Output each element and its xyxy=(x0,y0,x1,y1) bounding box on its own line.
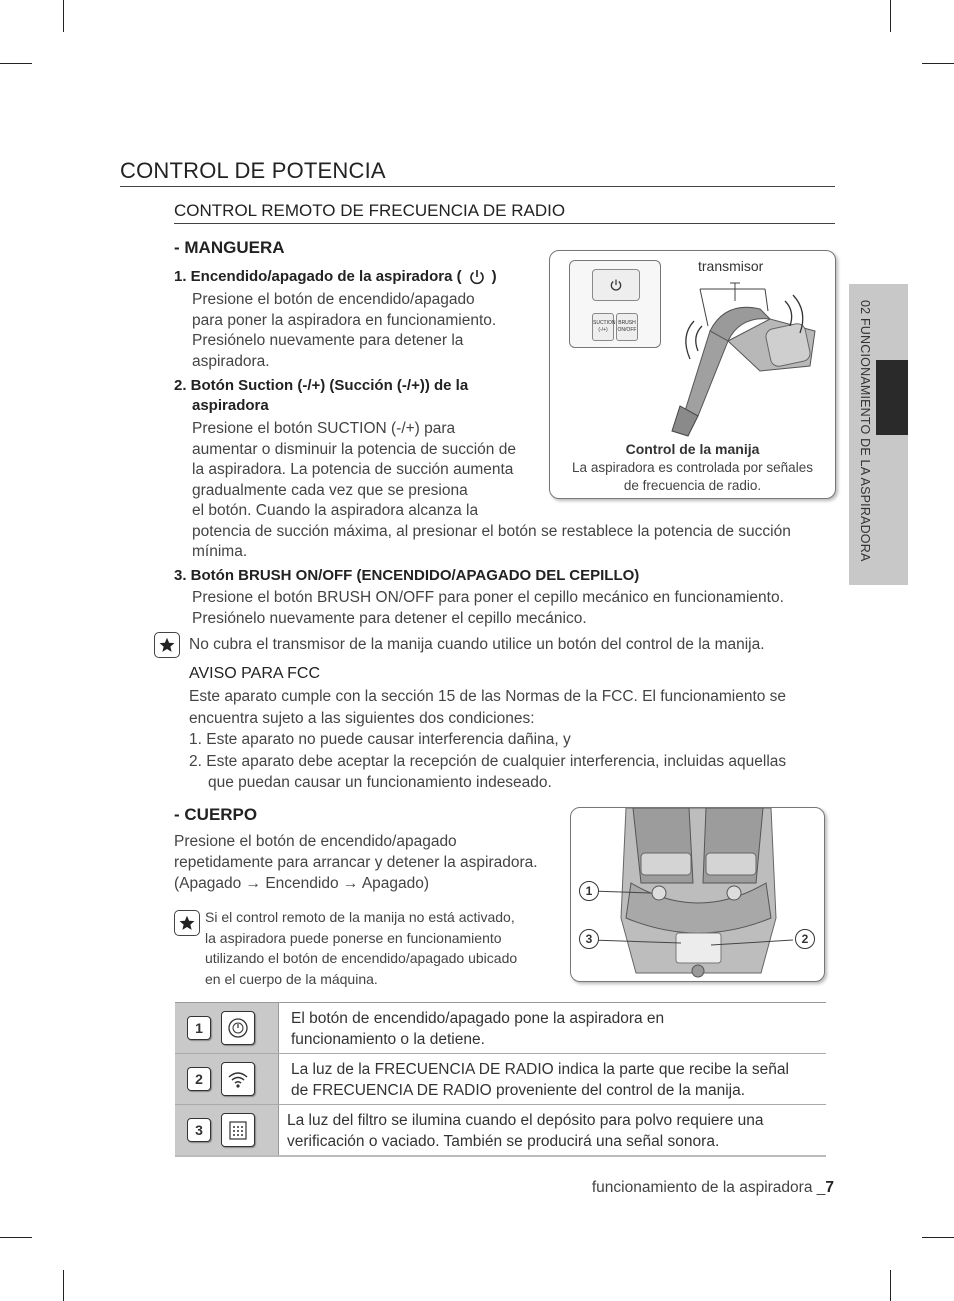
figure-caption xyxy=(550,459,835,495)
item1-title-text: 1. Encendido/apagado de la aspiradora ( xyxy=(174,268,462,285)
text-line: Presione el botón BRUSH ON/OFF para poner el cepillo mecánico en funcionamiento. xyxy=(192,589,784,606)
text-line: verificación o vaciado. También se producirá una señal sonora. xyxy=(287,1132,720,1150)
caption-line: La aspiradora es controlada por señales xyxy=(572,460,813,475)
text-line: La luz del filtro se ilumina cuando el depósito para polvo requiere una xyxy=(287,1112,764,1129)
text-line: repetidamente para arrancar y detener la aspiradora. xyxy=(174,854,538,871)
suction-sub-label: (-/+) xyxy=(598,327,608,333)
row-description xyxy=(279,1105,826,1155)
power-icon xyxy=(466,267,488,287)
crop-mark xyxy=(890,0,891,32)
text-line: Presiónelo nuevamente para detener la xyxy=(192,332,464,349)
transmitter-label: transmisor xyxy=(698,258,764,274)
text-line: la aspiradora. La potencia de succión aumenta xyxy=(192,461,514,478)
power-icon xyxy=(221,1011,255,1045)
brush-button-illustration xyxy=(616,313,638,341)
text-line: aspiradora xyxy=(192,397,269,414)
callout-1: 1 xyxy=(579,881,599,901)
text-line: aumentar o disminuir la potencia de succión de xyxy=(192,440,516,458)
text-line: La luz de la FRECUENCIA DE RADIO indica la parte que recibe la señal xyxy=(291,1061,789,1078)
vacuum-body-illustration xyxy=(571,808,824,981)
item1-title xyxy=(174,267,497,287)
crop-mark xyxy=(0,63,32,64)
table-row xyxy=(175,1054,826,1105)
section-title: CONTROL DE POTENCIA xyxy=(120,158,386,183)
handle-control-inset xyxy=(569,260,661,348)
text-line: El botón de encendido/apagado pone la aspiradora en xyxy=(291,1010,665,1027)
row-number: 3 xyxy=(187,1118,211,1142)
text-line: gradualmente cada vez que se presiona xyxy=(192,481,468,499)
row-key xyxy=(175,1054,279,1104)
footer-text: funcionamiento de la aspiradora _ xyxy=(591,1179,826,1196)
title-rule xyxy=(120,186,835,187)
power-icon xyxy=(609,278,623,292)
table-row xyxy=(175,1003,826,1054)
crop-mark xyxy=(0,1237,32,1238)
text-line: 1. Este aparato no puede causar interferencia dañina, y xyxy=(189,731,571,748)
row-key xyxy=(175,1105,279,1155)
row-number: 2 xyxy=(187,1067,211,1091)
note-cover-transmitter: No cubra el transmisor de la manija cuando utilice un botón del control de la manija. xyxy=(189,636,765,653)
text-line: potencia de succión máxima, al presionar el botón se restablece la potencia de succión xyxy=(192,522,791,540)
crop-mark xyxy=(922,63,954,64)
body-figure xyxy=(570,807,825,982)
handle-figure xyxy=(549,250,836,499)
wifi-icon xyxy=(221,1062,255,1096)
text-line: Este aparato cumple con la sección 15 de las Normas de la FCC. El funcionamiento se xyxy=(189,688,787,705)
power-button-illustration xyxy=(592,269,640,301)
text-line: (Apagado → Encendido → Apagado) xyxy=(174,875,430,892)
indicator-table xyxy=(175,1002,826,1157)
text-line: aspiradora. xyxy=(192,352,270,370)
text-line: que puedan causar un funcionamiento indeseado. xyxy=(208,774,552,791)
note-star-icon xyxy=(154,632,180,658)
text-line: de FRECUENCIA DE RADIO proveniente del control de la manija. xyxy=(291,1081,746,1099)
text-line: Presione el botón de encendido/apagado xyxy=(174,833,457,850)
caption-line: de frecuencia de radio. xyxy=(623,478,762,493)
brush-sub-label: ON/OFF xyxy=(617,327,637,333)
item1-title-close: ) xyxy=(491,268,497,285)
item1-text xyxy=(192,290,532,372)
row-number: 1 xyxy=(187,1016,211,1040)
text-line: Presione el botón SUCTION (-/+) para xyxy=(192,420,456,437)
text-line: encuentra sujeto a las siguientes dos condiciones: xyxy=(189,709,535,727)
cuerpo-text xyxy=(174,831,574,894)
crop-mark xyxy=(922,1237,954,1238)
text-line: la aspiradora puede ponerse en funcionamiento xyxy=(205,929,502,946)
suction-button-illustration xyxy=(592,313,614,341)
row-key xyxy=(175,1003,279,1053)
side-tab-label: 02 FUNCIONAMIENTO DE LA ASPIRADORA xyxy=(858,300,872,562)
figure-caption-title: Control de la manija xyxy=(625,441,760,457)
text-line: mínima. xyxy=(192,543,248,560)
text-line: utilizando el botón de encendido/apagado ubicado xyxy=(205,950,518,966)
callout-3: 3 xyxy=(579,929,599,949)
text-line: Presione el botón de encendido/apagado xyxy=(192,291,475,308)
cuerpo-heading: - CUERPO xyxy=(174,805,258,824)
item3-title: 3. Botón BRUSH ON/OFF (ENCENDIDO/APAGADO DEL CEPILLO) xyxy=(174,567,640,584)
side-tab-marker xyxy=(876,360,908,435)
brush-label: BRUSH xyxy=(618,320,636,326)
item3-text xyxy=(192,588,837,629)
text-line: para poner la aspiradora en funcionamiento. xyxy=(192,311,497,329)
item2-title xyxy=(174,376,534,416)
text-line: Presiónelo nuevamente para detener el cepillo mecánico. xyxy=(192,609,587,627)
text-line: Si el control remoto de la manija no está activado, xyxy=(205,909,515,925)
row-description xyxy=(279,1003,826,1053)
text-line: el botón. Cuando la aspiradora alcanza la xyxy=(192,502,479,519)
suction-label: SUCTION xyxy=(593,320,616,326)
filter-icon xyxy=(221,1113,255,1147)
text-line: 2. Este aparato debe aceptar la recepción de cualquier interferencia, incluidas aquellas xyxy=(189,752,787,770)
text-line: en el cuerpo de la máquina. xyxy=(205,970,378,987)
fcc-text xyxy=(189,686,839,794)
text-line: funcionamiento o la detiene. xyxy=(291,1030,485,1048)
row-description xyxy=(279,1054,826,1104)
page-footer xyxy=(592,1179,834,1197)
fcc-title: AVISO PARA FCC xyxy=(189,665,320,682)
manguera-heading: - MANGUERA xyxy=(174,238,285,257)
crop-mark xyxy=(63,0,64,32)
subsection-title: CONTROL REMOTO DE FRECUENCIA DE RADIO xyxy=(174,201,566,220)
subtitle-rule xyxy=(174,223,835,224)
callout-2: 2 xyxy=(795,929,815,949)
hose-handle-illustration xyxy=(650,271,835,441)
note-star-icon xyxy=(174,910,200,936)
crop-mark xyxy=(63,1270,64,1301)
cuerpo-note xyxy=(205,907,565,989)
table-row xyxy=(175,1105,826,1155)
page-number: 7 xyxy=(825,1179,834,1196)
crop-mark xyxy=(890,1270,891,1301)
text-line: 2. Botón Suction (-/+) (Succión (-/+)) de la xyxy=(174,377,469,394)
